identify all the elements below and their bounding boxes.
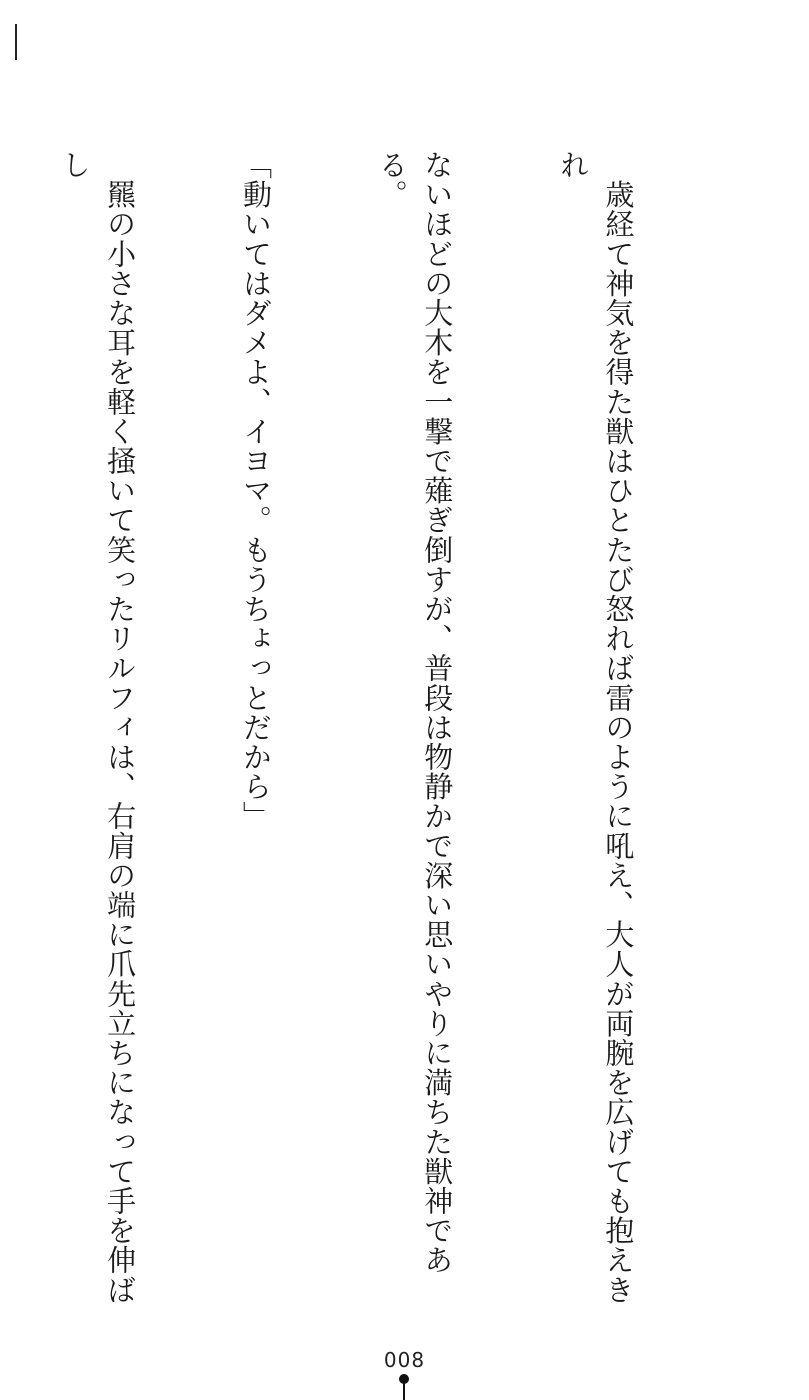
page-number: 008 bbox=[383, 1348, 426, 1372]
text-line: ないほどの大木を一撃で薙ぎ倒すが、普段は物静かで深い思いやりに満ちた獣神である。 bbox=[374, 150, 455, 1275]
vertical-text-body bbox=[57, 150, 731, 1310]
text-line: 「動いてはダメよ、イヨマ。もうちょっとだから」 bbox=[239, 150, 274, 831]
text-line: 歳経て神気を得た獣はひとたび怒れば雷のように吼え、大人が両腕を広げても抱えきれ bbox=[556, 150, 636, 1305]
margin-rule bbox=[15, 24, 17, 60]
text-line: 羆の小さな耳を軽く掻いて笑ったリルフィは、右肩の端に爪先立ちになって手を伸ばし bbox=[57, 150, 138, 1305]
page-marker-icon bbox=[397, 1374, 411, 1400]
